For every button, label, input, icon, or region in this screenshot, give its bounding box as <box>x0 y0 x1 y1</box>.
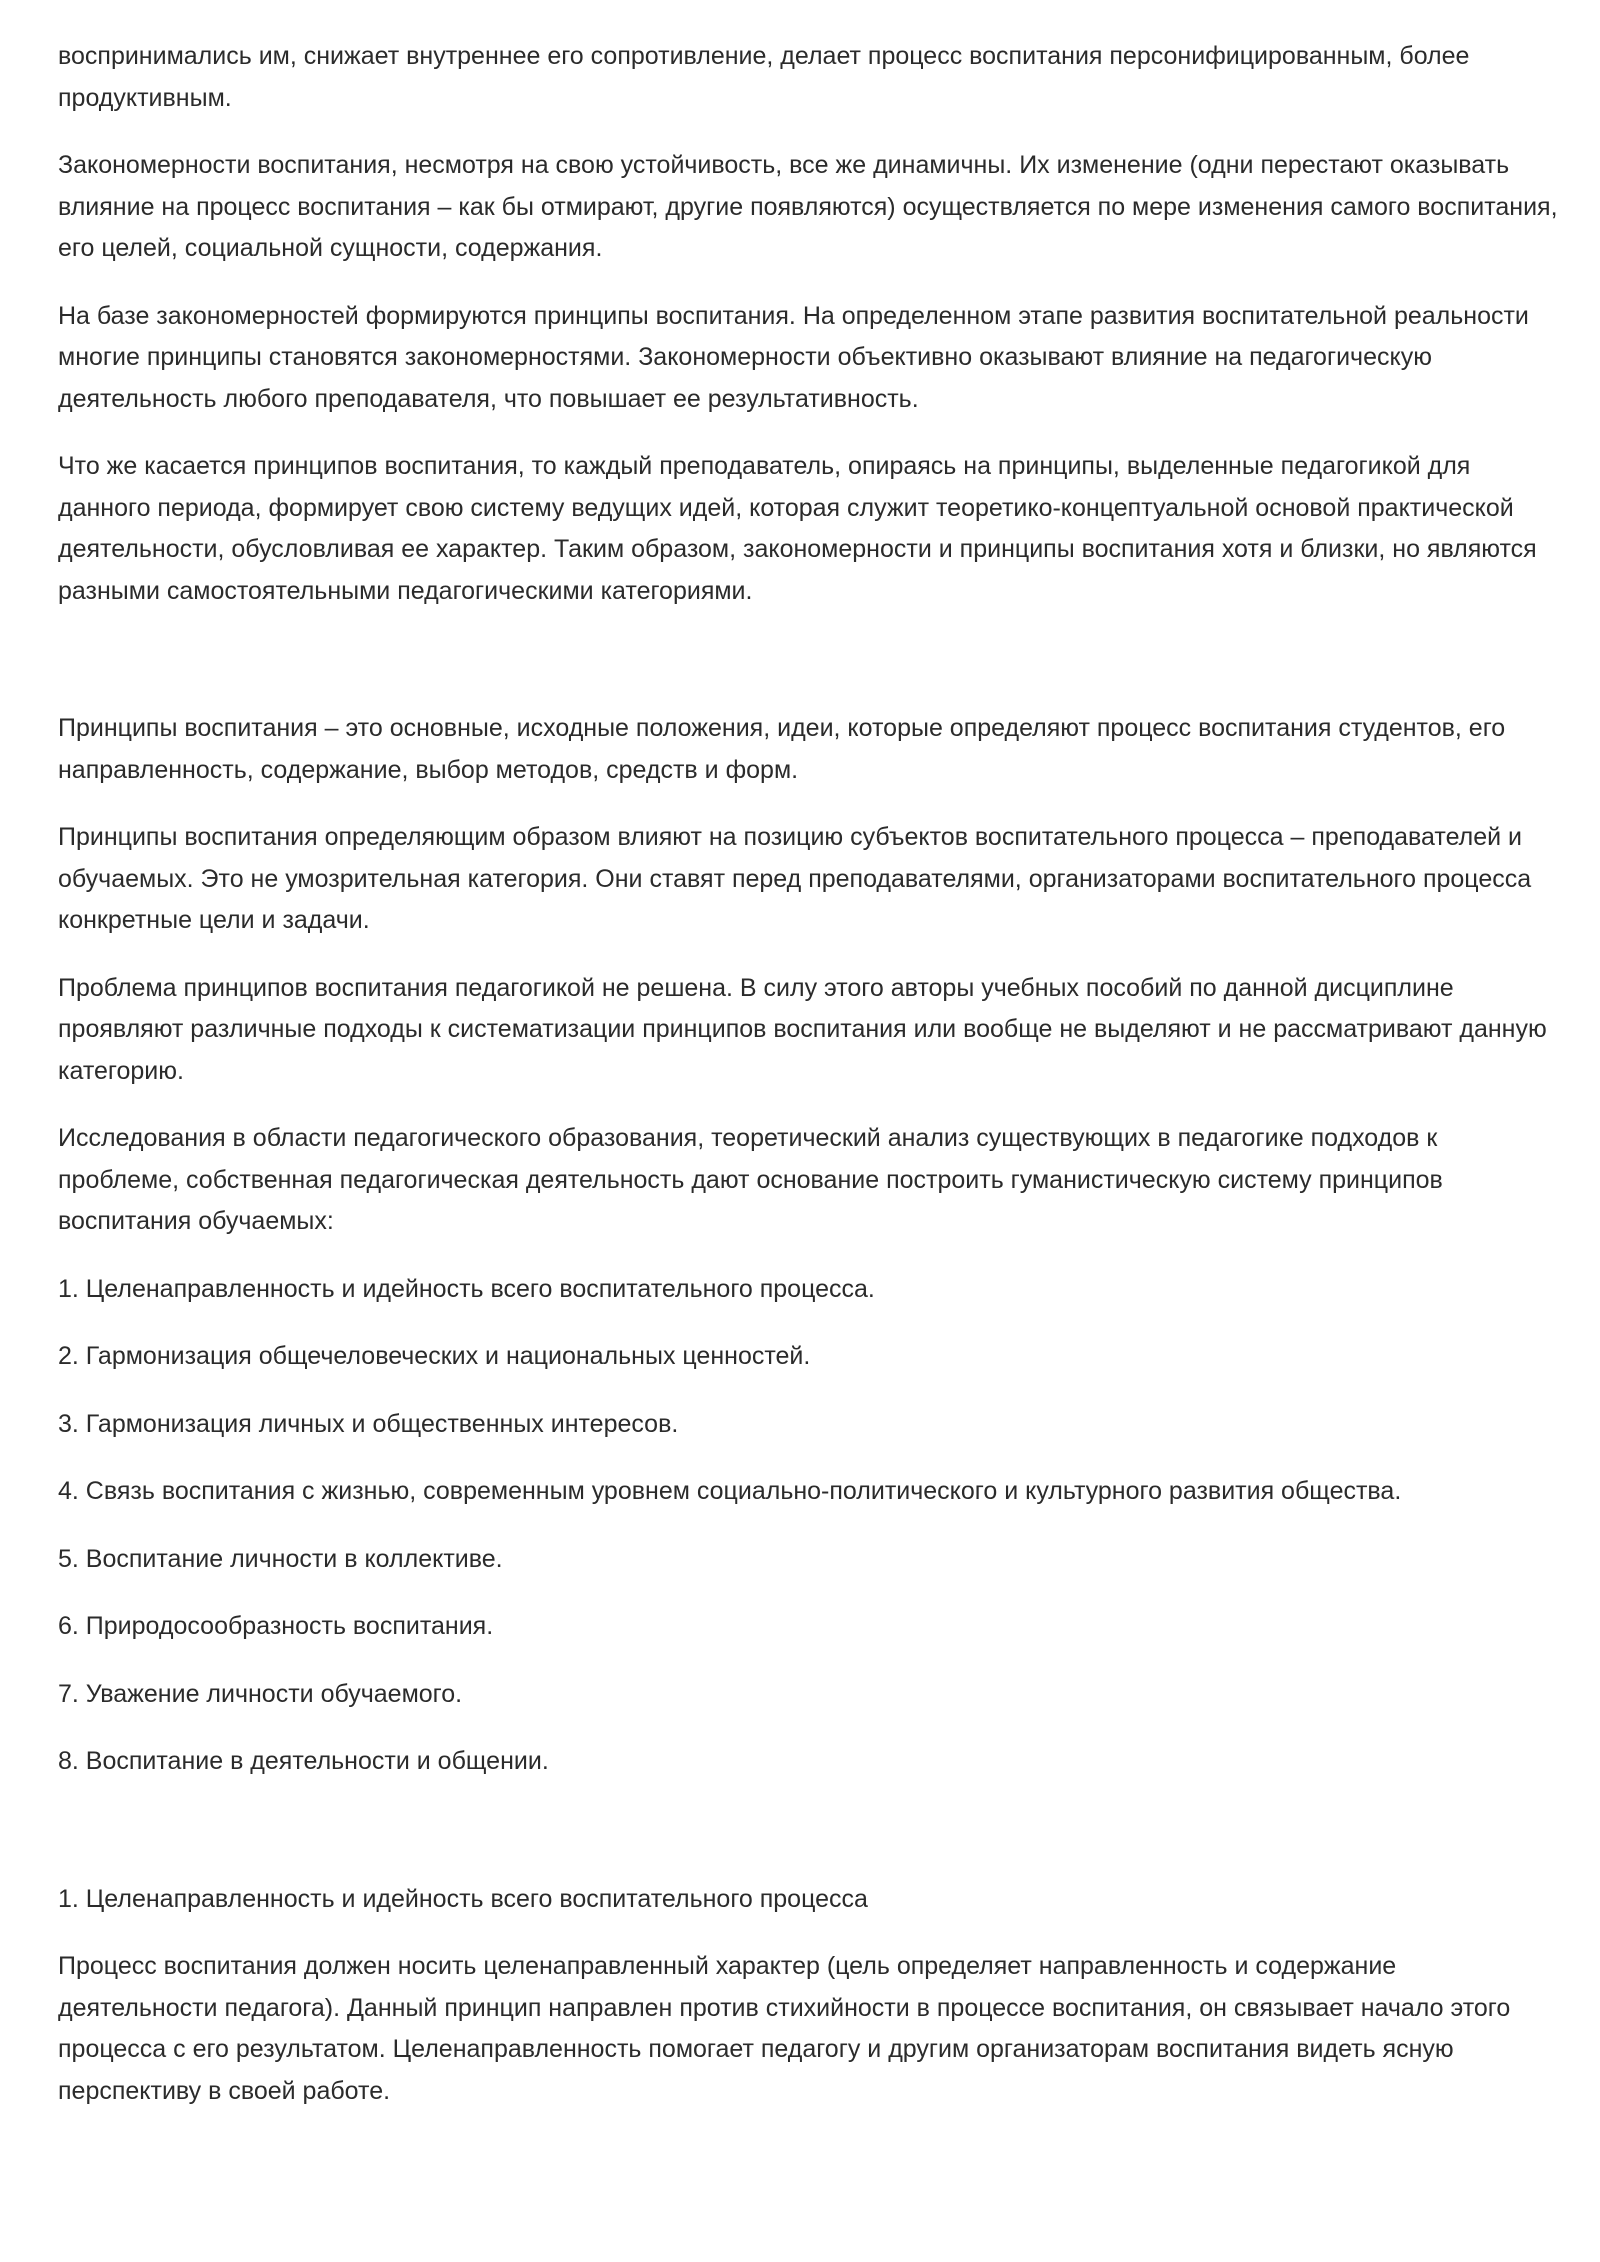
paragraph-top-2: Закономерности воспитания, несмотря на свою устойчивость, все же динамичны. Их изменение (одни перестают оказывать влияние на процесс воспитания – как бы отмирают, другие появляются) осуществляется по мере изменения самого воспитания, его целей, социальной сущности, содержания. <box>58 151 1558 262</box>
list-item: 6. Природосообразность воспитания. <box>58 1612 494 1640</box>
list-item: 5. Воспитание личности в коллективе. <box>58 1544 503 1573</box>
list-item: 3. Гармонизация личных и общественных интересов. <box>58 1409 679 1438</box>
paragraph-top-3: На базе закономерностей формируются принципы воспитания. На определенном этапе развития воспитательной реальности многие принципы становятся закономерностями. Закономерности объективно оказывают влияние на педагогическую деятельность любого преподавателя, что повышает ее результативность. <box>58 301 1529 413</box>
paragraph-influence: Принципы воспитания определяющим образом влияют на позицию субъектов воспитательного процесса – преподавателей и обучаемых. Это не умозрительная категория. Они ставят перед преподавателями, организаторами воспитательного процесса конкретные цели и задачи. <box>58 823 1532 934</box>
list-item: 4. Связь воспитания с жизнью, современным уровнем социально-политического и культурного развития общества. <box>58 1477 1402 1505</box>
list-item: 7. Уважение личности обучаемого. <box>58 1679 463 1708</box>
list-item: 2. Гармонизация общечеловеческих и национальных ценностей. <box>58 1342 811 1370</box>
paragraph-problem: Проблема принципов воспитания педагогикой не решена. В силу этого авторы учебных пособий по данной дисциплине проявляют различные подходы к систематизации принципов воспитания или вообще не выделяют и не рассматривают данную категорию. <box>58 973 1547 1085</box>
paragraph-top-4: Что же касается принципов воспитания, то каждый преподаватель, опираясь на принципы, выделенные педагогикой для данного периода, формирует свою систему ведущих идей, которая служит теоретико-концептуальной основой практической деятельности, обусловливая ее характер. Таким образом, закономерности и принципы воспитания хотя и близки, но являются разными самостоятельными педагогическими категориями. <box>58 452 1537 605</box>
section-heading: 1. Целенаправленность и идейность всего воспитательного процесса <box>58 1884 868 1913</box>
paragraph-definition: Принципы воспитания – это основные, исходные положения, идеи, которые определяют процесс воспитания студентов, его направленность, содержание, выбор методов, средств и форм. <box>58 714 1506 784</box>
list-item: 1. Целенаправленность и идейность всего воспитательного процесса. <box>58 1274 875 1303</box>
document-page <box>58 36 1558 2138</box>
section-paragraph: Процесс воспитания должен носить целенаправленный характер (цель определяет направленность и содержание деятельности педагога). Данный принцип направлен против стихийности в процессе воспитания, он связывает начало этого процесса с его результатом. Целенаправленность помогает педагогу и другим организаторам воспитания видеть ясную перспективу в своей работе. <box>58 1952 1511 2105</box>
paragraph-top-1: воспринимались им, снижает внутреннее его сопротивление, делает процесс воспитания персонифицированным, более продуктивным. <box>58 42 1470 112</box>
paragraph-research: Исследования в области педагогического образования, теоретический анализ существующих в педагогике подходов к проблеме, собственная педагогическая деятельность дают основание построить гуманистическую систему принципов воспитания обучаемых: <box>58 1124 1443 1235</box>
list-item: 8. Воспитание в деятельности и общении. <box>58 1747 549 1775</box>
principles-list <box>58 1269 1558 1783</box>
